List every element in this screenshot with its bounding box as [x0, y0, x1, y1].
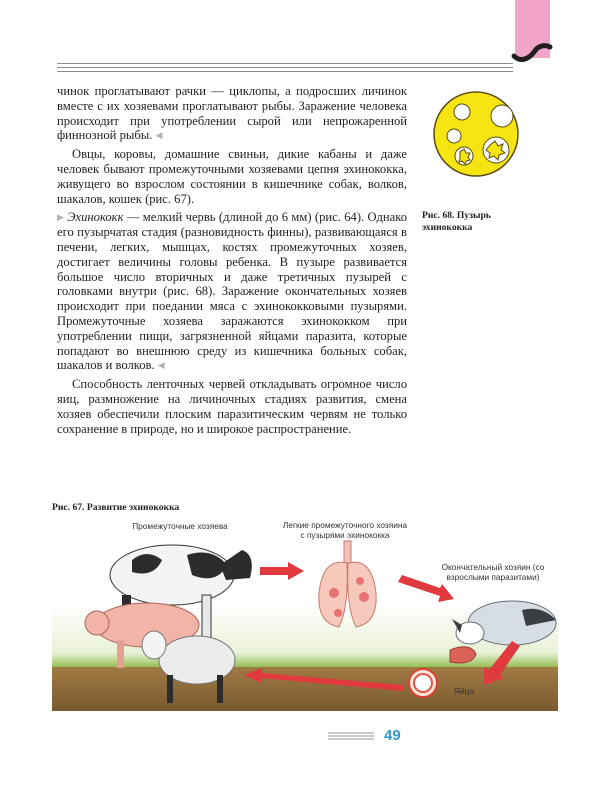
- life-cycle-scene: [52, 515, 558, 711]
- header-rule: [57, 63, 513, 64]
- paragraph: Овцы, коровы, домашние свиньи, дикие кабаны и даже человек бывают промежуточными хозяевами цепня эхинококка, живущего во взрослом состоянии в кишечнике собак, волков, шакалов, кошек (рис. 67).: [57, 147, 407, 206]
- page-number: 49: [384, 727, 401, 744]
- figure-68-caption: Рис. 68. Пузырь эхинококка: [422, 210, 491, 233]
- egg-label: Яйцо: [454, 686, 474, 696]
- echinococcus-development-figure: [52, 515, 558, 711]
- echinococcus-bladder-illustration: [432, 90, 520, 178]
- figure-67-caption: Рис. 67. Развитие эхинококка: [52, 502, 180, 513]
- body-text: [57, 84, 407, 436]
- term-echinococcus: Эхинококк: [67, 210, 124, 225]
- paragraph: чинок проглатывают рачки — циклопы, а подросших личинок вместе с их хозяевами проглатывают рыбы. Заражение человека происходит при употреблении сырой или непрожаренной финнозной рыбы. ◀: [57, 84, 407, 143]
- section-start-marker: ▶: [57, 212, 64, 223]
- section-end-marker: ◀: [155, 130, 163, 141]
- lungs-label: Легкие промежуточного хозяина с пузырями эхинококка: [282, 520, 408, 540]
- page-number-decoration: [328, 732, 374, 740]
- section-end-marker: ◀: [157, 360, 165, 371]
- worm-icon: [510, 38, 554, 64]
- intermediate-hosts-label: Промежуточные хозяева: [132, 521, 228, 531]
- paragraph: ▶ Эхинококк — мелкий червь (длиной до 6 мм) (рис. 64). Однако его пузырчатая стадия (разновидность финны), развивающаяся в печени, легких, мышцах, костях промежуточных хозяев, достигает величины головы ребенка. В пузыре развивается большое число вторичных и даже третичных пузырей с головками внутри (рис. 68). Заражение окончательных хозяев происходит при поедании мяса с эхинококковыми пузырями. Промежуточные хозяева заражаются эхинококком при употреблении пищи, загрязненной яйцами паразита, которые попадают во внешнюю среду из кишечника больных собак, шакалов и волков. ◀: [57, 210, 407, 373]
- paragraph: Способность ленточных червей откладывать огромное число яиц, размножение на личиночных стадиях развития, смена хозяев обеспечили плоским паразитическим червям не только сохранение в природе, но и широкое распространение.: [57, 377, 407, 436]
- final-host-label: Окончательный хозяин (со взрослыми паразитами): [441, 562, 545, 582]
- egg-illustration: [409, 669, 437, 697]
- header-rule: [57, 67, 513, 68]
- header-rule: [57, 71, 513, 72]
